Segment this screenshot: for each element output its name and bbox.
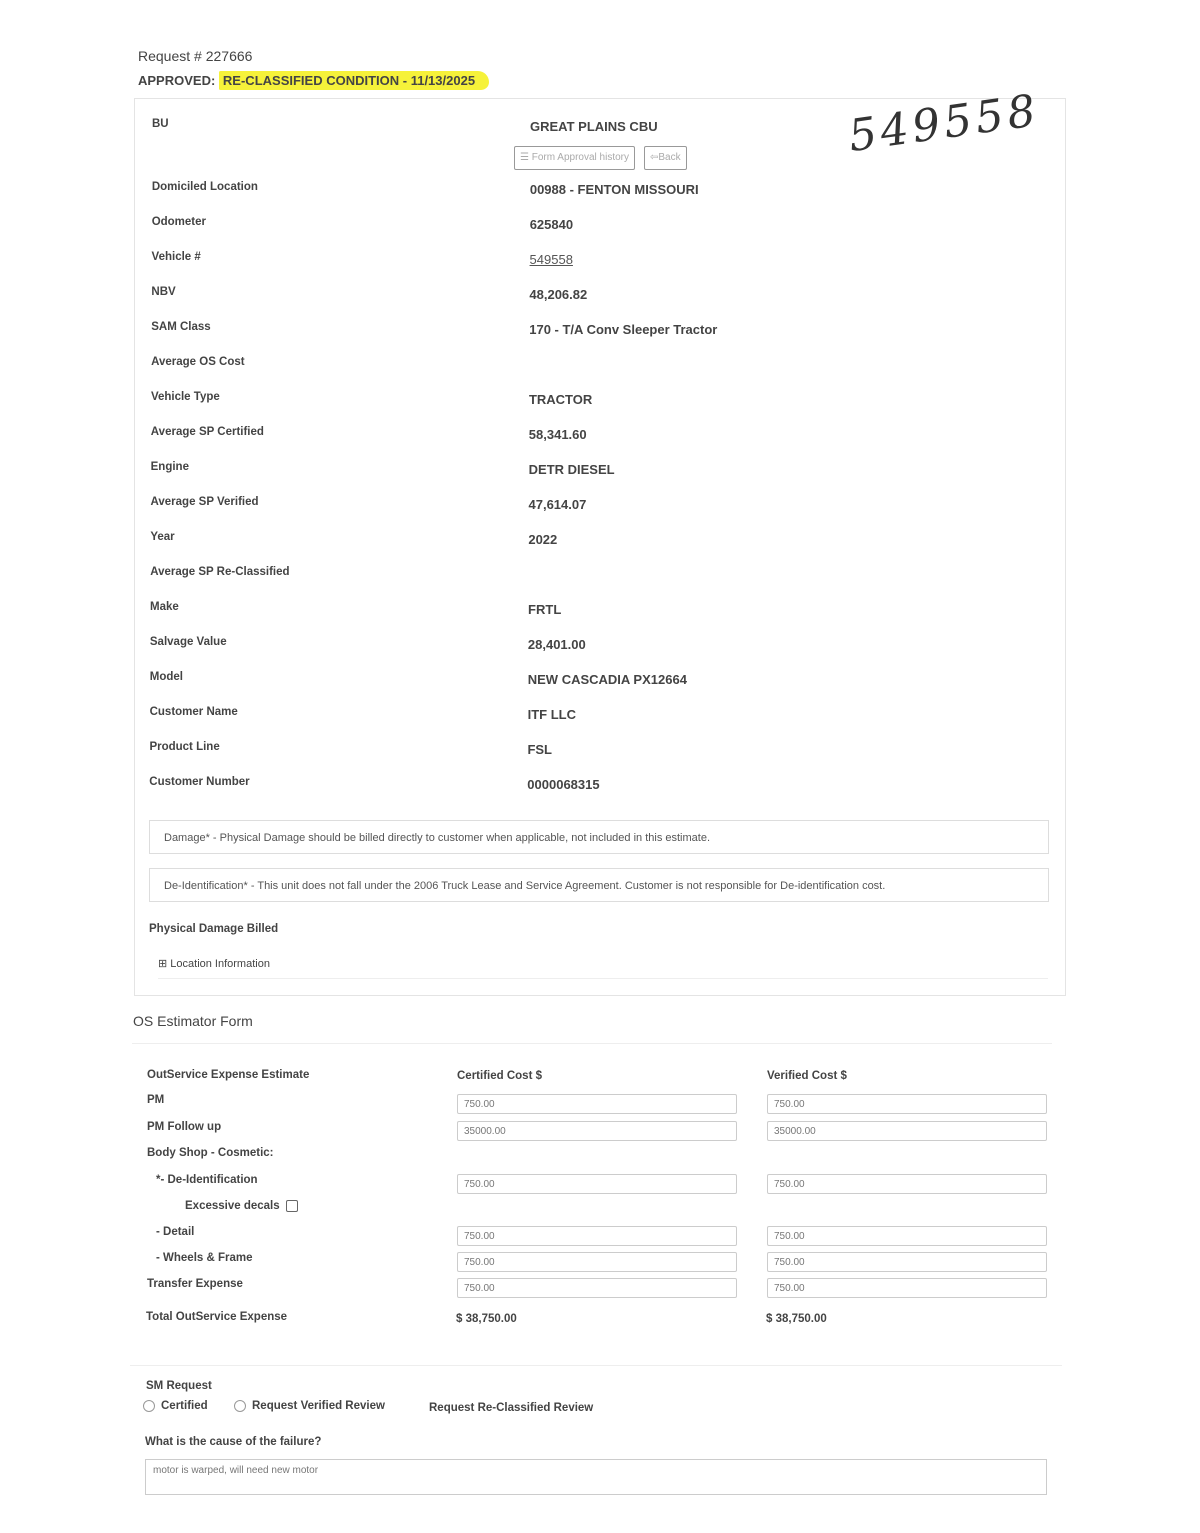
field-label: BU [152,118,169,130]
expense-label [156,1226,194,1238]
field-label: Salvage Value [149,636,227,648]
field-label: Vehicle # [151,251,201,263]
field-label: Model [149,671,183,683]
field-value: 2022 [528,532,558,547]
expense-label-text: PM [147,1094,165,1106]
verified-cost-input[interactable]: 750.00 [767,1174,1047,1194]
expense-label [147,1278,243,1290]
field-label: Average SP Certified [150,426,264,438]
verified-cost-input[interactable]: 750.00 [767,1252,1047,1272]
field-label: Make [150,601,179,613]
expense-label-text: - Detail [156,1226,195,1238]
field-label: Average OS Cost [151,356,245,368]
field-value: 00988 - FENTON MISSOURI [529,182,699,197]
certified-cost-input[interactable]: 750.00 [457,1174,737,1194]
field-value: 0000068315 [527,777,600,792]
expense-label-text: PM Follow up [147,1121,222,1133]
arrow-left-icon: ⇦ [650,152,659,163]
total-verified: $ 38,750.00 [766,1313,827,1325]
certified-cost-input[interactable]: 35000.00 [457,1121,737,1141]
field-label: Product Line [149,741,220,753]
back-button[interactable]: ⇦Back [644,146,687,170]
deidentification-note: De-Identification* - This unit does not fall under the 2006 Truck Lease and Service Agreement. Customer is not responsible for De-identification cost. [149,868,1049,902]
failure-cause-label: What is the cause of the failure? [145,1436,322,1448]
expense-label-text: Excessive decals [185,1200,280,1213]
verified-cost-input[interactable]: 750.00 [767,1278,1047,1298]
field-value: TRACTOR [528,392,593,407]
expand-icon: ⊞ [158,958,168,970]
divider [130,1365,1062,1366]
verified-cost-input[interactable]: 35000.00 [767,1121,1047,1141]
failure-cause-textarea[interactable]: motor is warped, will need new motor [145,1459,1047,1495]
field-value: 48,206.82 [529,287,588,302]
expense-label-text: *- De-Identification [156,1174,258,1186]
form-approval-history-button[interactable]: ☰ Form Approval history [514,146,635,170]
expense-label [147,1121,221,1133]
field-value: NEW CASCADIA PX12664 [527,672,687,687]
field-value: FSL [527,742,552,757]
radio-certified[interactable]: Certified [143,1400,208,1412]
total-certified: $ 38,750.00 [456,1313,517,1325]
radio-request-verified-review[interactable]: Request Verified Review [234,1400,385,1412]
field-label: SAM Class [151,321,211,333]
field-label: Customer Name [149,706,238,718]
col-expense-label: OutService Expense Estimate [147,1069,310,1081]
vehicle-number-link[interactable]: 549558 [529,252,573,267]
expense-label [147,1147,274,1159]
physical-damage-billed-label: Physical Damage Billed [149,923,279,935]
radio-icon [143,1400,155,1412]
field-label: Customer Number [149,776,250,788]
estimator-panel [132,1043,1052,1354]
expense-label-text: - Wheels & Frame [156,1252,253,1264]
excessive-decals-checkbox[interactable] [286,1200,298,1212]
request-number: Request # 227666 [138,48,253,64]
field-value: 28,401.00 [527,637,586,652]
list-icon: ☰ [520,152,529,163]
field-value: DETR DIESEL [528,462,615,477]
os-estimator-title: OS Estimator Form [133,1013,253,1029]
vehicle-details-panel [134,98,1066,996]
expense-label-text: Body Shop - Cosmetic: [147,1147,274,1159]
col-verified-label: Verified Cost $ [767,1070,847,1082]
expense-label [185,1200,298,1212]
request-reclassified-review[interactable]: Request Re-Classified Review [429,1402,594,1414]
certified-cost-input[interactable]: 750.00 [457,1278,737,1298]
total-label: Total OutService Expense [146,1311,288,1323]
field-value: ITF LLC [527,707,576,722]
field-label: Engine [150,461,189,473]
verified-cost-input[interactable]: 750.00 [767,1226,1047,1246]
damage-note: Damage* - Physical Damage should be billed directly to customer when applicable, not included in this estimate. [149,820,1049,854]
expense-label-text: Transfer Expense [147,1278,243,1290]
field-value: FRTL [528,602,562,617]
field-value: 170 - T/A Conv Sleeper Tractor [529,322,718,337]
approved-status: RE-CLASSIFIED CONDITION - 11/13/2025 [219,71,489,90]
field-label: Domiciled Location [151,181,258,193]
certified-cost-input[interactable]: 750.00 [457,1094,737,1114]
field-label: NBV [151,286,176,298]
field-value: 47,614.07 [528,497,587,512]
approval-status [138,73,489,88]
field-value: 625840 [529,217,574,232]
radio-icon [234,1400,246,1412]
field-value: GREAT PLAINS CBU [530,119,658,134]
certified-cost-input[interactable]: 750.00 [457,1226,737,1246]
field-label: Average SP Re-Classified [150,566,290,578]
field-value: 58,341.60 [528,427,587,442]
sm-request-label: SM Request [146,1380,212,1392]
col-certified-label: Certified Cost $ [457,1070,542,1082]
expense-label [147,1094,164,1106]
field-label: Year [150,531,175,543]
field-label: Odometer [151,216,207,228]
field-label: Vehicle Type [150,391,220,403]
verified-cost-input[interactable]: 750.00 [767,1094,1047,1114]
certified-cost-input[interactable]: 750.00 [457,1252,737,1272]
approved-prefix: APPROVED: [138,73,216,88]
handwritten-note: 549558 [845,84,1043,163]
expense-label [156,1174,258,1186]
expense-label [156,1252,253,1264]
location-information-toggle[interactable]: ⊞ Location Information [158,957,1048,979]
field-label: Average SP Verified [150,496,259,508]
